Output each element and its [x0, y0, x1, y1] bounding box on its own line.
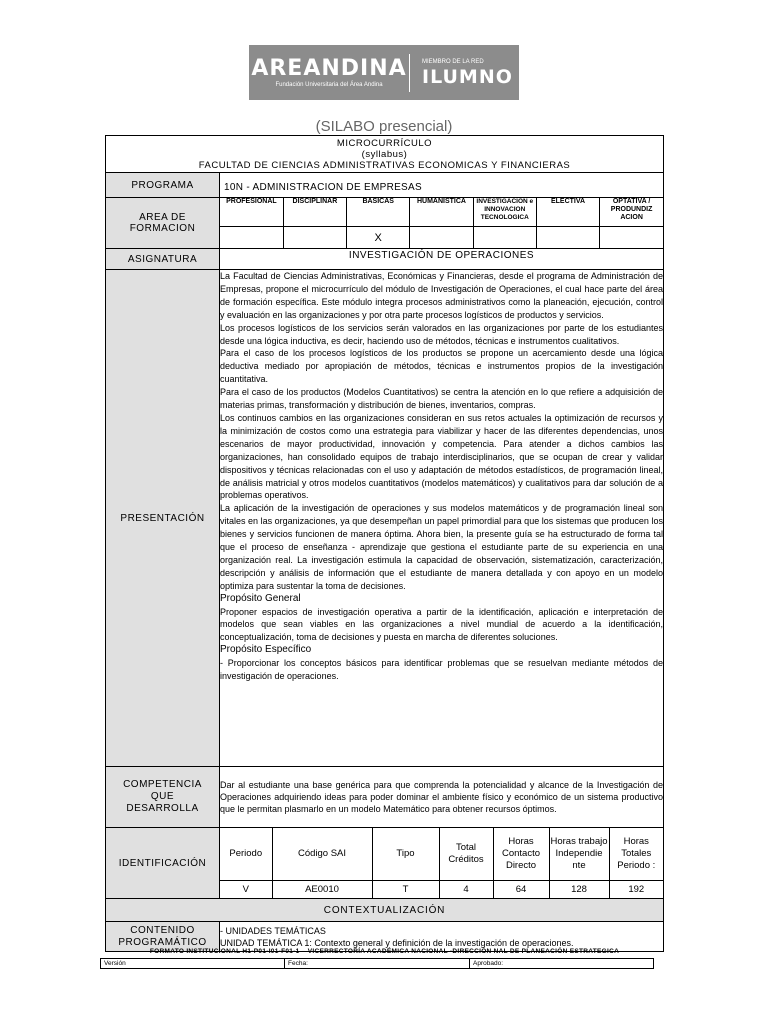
ident-header: Código SAI — [272, 828, 372, 881]
footer-aprobado: Aprobado: — [470, 959, 654, 969]
table-header — [106, 136, 664, 173]
presentacion-paragraph: Para el caso de los productos (Modelos Cuantitativos) se centra la atención en lo que refiere a adquisición de materias primas, transformación y distribución de bienes, inventarios, compras. — [220, 387, 663, 411]
area-mark-electiva — [536, 227, 599, 248]
identificacion-subtable — [220, 828, 663, 898]
ident-header: Total Créditos — [439, 828, 493, 881]
institution-logo — [249, 45, 519, 100]
ident-value-contacto: 64 — [493, 881, 549, 898]
area-col-humanistica: HUMANISTICA — [410, 198, 473, 227]
document-title: (SILABO presencial) — [315, 118, 453, 135]
ident-value-totales: 192 — [609, 881, 663, 898]
programa-label: PROGRAMA — [106, 173, 220, 198]
footer-table — [100, 958, 654, 969]
area-mark-optativa — [600, 227, 663, 248]
ident-header: Horas Contacto Directo — [493, 828, 549, 881]
area-subtable — [220, 198, 663, 248]
ident-header: Horas Totales Periodo : — [609, 828, 663, 881]
competencia-label: COMPETENCIA QUE DESARROLLA — [106, 767, 220, 828]
area-mark-disciplinar — [283, 227, 346, 248]
contenido-line: - UNIDADES TEMÁTICAS — [220, 925, 326, 936]
logo-network-sub: MIEMBRO DE LA RED — [422, 59, 484, 65]
area-label: AREA DE FORMACION — [106, 198, 220, 249]
proposito-especifico-text: - Proporcionar los conceptos básicos para identificar problemas que se resuelvan mediante métodos de investigación de operaciones. — [220, 658, 663, 682]
footer-version: Versión — [101, 959, 285, 969]
asignatura-value: INVESTIGACIÓN DE OPERACIONES — [220, 249, 664, 270]
area-col-basicas: BASICAS — [347, 198, 410, 227]
syllabus-table — [105, 135, 664, 952]
competencia-text: Dar al estudiante una base genérica para que comprenda la potencialidad y alcance de la Investigación de Operaciones adquiriendo ideas para poder dominar el ambiente físico y económico de un sistema productivo que le permitan plasmarlo en un modelo Matemático para obtener recursos óptimos. — [220, 767, 664, 828]
logo-brand-sub: Fundación Universitaria del Área Andina — [275, 81, 383, 88]
header-line-2: (syllabus) — [361, 148, 408, 160]
header-line-3: FACULTAD DE CIENCIAS ADMINISTRATIVAS ECONOMICAS Y FINANCIERAS — [198, 159, 571, 171]
footer-text: FORMATO INSTITUCIONAL H1-P01-I01-F01-1 – VICERRECTORÍA ACADÉMICA NACIONAL -DIRECCIÓN NAL DE PLANEACIÓN ESTRATEGICA — [149, 948, 620, 955]
presentacion-paragraph: La Facultad de Ciencias Administrativas, Económicas y Financieras, desde el programa de Administración de Empresas, propone el microcurrículo del módulo de Investigación de Operaciones, el cual hace parte del área de formación específica. Este módulo integra procesos administrativos como la planeación, ejecución, control y evaluación en las organizaciones y por otra parte procesos logísticos de productos y servicios. — [220, 271, 663, 320]
header-line-1: MICROCURRÍCULO — [336, 137, 433, 149]
ident-header: Periodo — [220, 828, 272, 881]
area-mark-basicas: X — [347, 227, 410, 248]
footer-fecha: Fecha: — [285, 959, 470, 969]
area-mark-profesional — [220, 227, 283, 248]
presentacion-paragraph: La aplicación de la investigación de operaciones y sus modelos matemáticos y de programación lineal son vitales en las organizaciones, ya que desempeñan un papel primordial para que los sistemas que producen los bienes y servicios funcionen de manera óptima. Ahora bien, la presente guía se ha estructurado de forma tal que el proceso de enseñanza - aprendizaje que gestiona el estudiante parte de su experiencia en una organización real. La investigación estimula la capacidad de observación, sistematización, caracterización, descripción y análisis de información que el estudiante de manera detallada y con apoyo en un modelo optimiza para sustentar la toma de decisiones. — [220, 503, 663, 591]
ident-header: Horas trabajo Independie nte — [549, 828, 609, 881]
ident-header: Tipo — [372, 828, 439, 881]
ident-value-tipo: T — [372, 881, 439, 898]
proposito-especifico-title: Propósito Específico — [220, 644, 312, 656]
area-col-investigacion: INVESTIGACION e INNOVACION TECNOLOGICA — [473, 198, 536, 227]
contenido-text — [220, 922, 664, 952]
area-col-electiva: ELECTIVA — [536, 198, 599, 227]
area-col-profesional: PROFESIONAL — [220, 198, 283, 227]
presentacion-text — [220, 270, 664, 767]
contenido-line: UNIDAD TEMÁTICA 1: Contexto general y definición de la investigación de operaciones. — [220, 937, 574, 948]
asignatura-label: ASIGNATURA — [106, 249, 220, 270]
ident-value-independiente: 128 — [549, 881, 609, 898]
identificacion-label: IDENTIFICACIÓN — [106, 828, 220, 899]
presentacion-paragraph: Para el caso de los procesos logísticos de los productos se propone un acercamiento desde una lógica deductiva mediado por apropiación de métodos, técnicas e instrumentos propios de la investigación cuantitativa. — [220, 348, 663, 385]
contextualizacion-header: CONTEXTUALIZACIÓN — [106, 899, 664, 922]
presentacion-paragraph: Los continuos cambios en las organizaciones consideran en sus retos actuales la optimización de recursos y la minimización de costos como una estrategia para viabilizar y hacer de las diferentes dependencias, unos escenarios de mayor productividad, innovación y competencia. Para atender a dichos cambios las organizaciones, han consolidado equipos de trabajo interdisciplinarios, que se ocupan de crear y validar dispositivos y técnicas relacionadas con el uso y adaptación de métodos estadísticos, de programación lineal, de análisis matricial y otros modelos cuantitativos (modelos matemáticos) y cualitativos para dar solución de a problemas operativos. — [220, 412, 663, 501]
ident-value-periodo: V — [220, 881, 272, 898]
presentacion-label: PRESENTACIÓN — [106, 270, 220, 767]
area-mark-investigacion — [473, 227, 536, 248]
programa-value: 10N - ADMINISTRACION DE EMPRESAS — [220, 173, 664, 198]
presentacion-paragraph: Los procesos logísticos de los servicios serán valorados en las organizaciones por parte de los estudiantes desde una lógica inductiva, es decir, haciendo uso de métodos, técnicas e instrumentos cualitativos. — [220, 322, 663, 346]
proposito-general-text: Proponer espacios de investigación operativa a partir de la identificación, aplicación e interpretación de modelos que sean viables en las organizaciones a nivel mundial de acuerdo a la identificación, conceptualización, toma de decisiones y puesta en marcha de diferentes soluciones. — [220, 606, 663, 643]
area-col-disciplinar: DISCIPLINAR — [283, 198, 346, 227]
area-mark-humanistica — [410, 227, 473, 248]
ident-value-codigo: AE0010 — [272, 881, 372, 898]
ident-value-creditos: 4 — [439, 881, 493, 898]
logo-brand: AREANDINA — [251, 55, 407, 81]
ilumno-logo — [410, 58, 513, 87]
area-col-optativa: OPTATIVA / PRODUNDIZ ACION — [600, 198, 663, 227]
contenido-label: CONTENIDO PROGRAMÁTICO — [106, 922, 220, 952]
logo-network: ILUMNO — [422, 66, 513, 88]
areandina-logo — [249, 57, 409, 89]
proposito-general-title: Propósito General — [220, 592, 301, 604]
